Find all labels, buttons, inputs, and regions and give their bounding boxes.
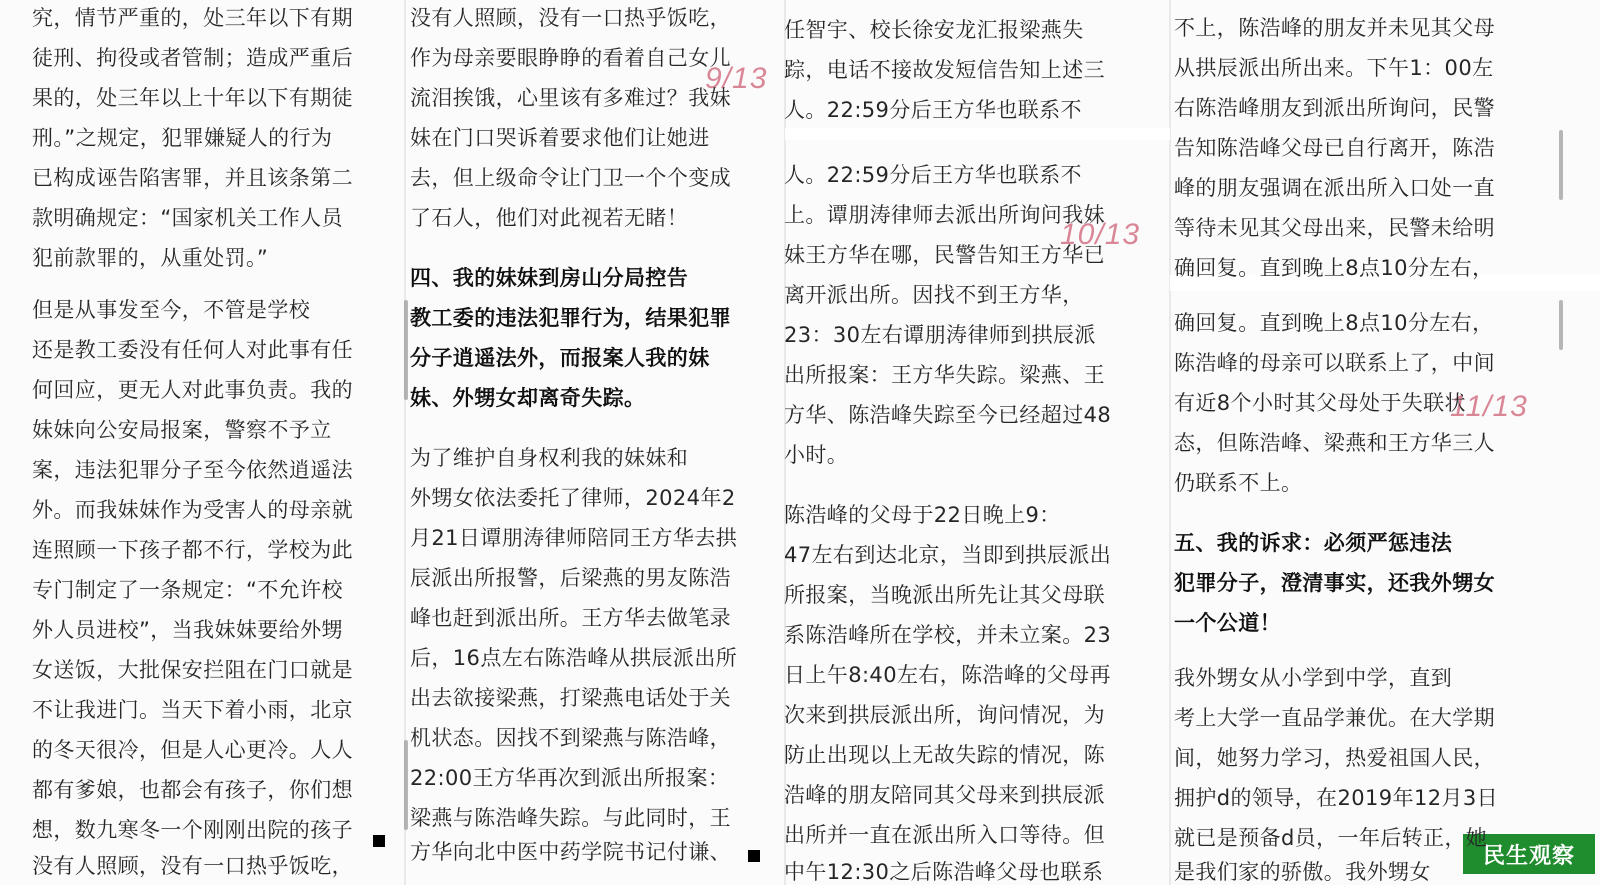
page-watermark: 10/13 xyxy=(1060,218,1141,251)
text-line: 没有人照顾，没有一口热乎饭吃， xyxy=(32,854,353,878)
text-line: 作为母亲要眼睁睁的看着自己女儿 xyxy=(410,46,731,70)
text-line: 妹妹向公安局报案，警察不予立 xyxy=(32,418,332,442)
text-line: 态，但陈浩峰、梁燕和王方华三人 xyxy=(1174,431,1495,455)
text-line: 防止出现以上无故失踪的情况，陈 xyxy=(784,743,1105,767)
text-line: 确回复。直到晚上8点10分左右， xyxy=(1174,256,1494,280)
text-line: 分子逍遥法外，而报案人我的妹 xyxy=(410,346,710,370)
text-line: 考上大学一直品学兼优。在大学期 xyxy=(1174,706,1495,730)
text-line: 离开派出所。因找不到王方华， xyxy=(784,283,1084,307)
text-line: 五、我的诉求：必须严惩违法 xyxy=(1174,531,1453,555)
text-line: 专门制定了一条规定：“不允许校 xyxy=(32,578,343,602)
scrollbar[interactable] xyxy=(1559,300,1563,350)
text-line: 次来到拱辰派出所，询问情况，为 xyxy=(784,703,1105,727)
text-line: 外甥女依法委托了律师，2024年2 xyxy=(410,486,736,510)
text-line: 案，违法犯罪分子至今依然逍遥法 xyxy=(32,458,353,482)
corner-mark xyxy=(748,850,760,862)
text-line: 人。22:59分后王方华也联系不 xyxy=(784,163,1082,187)
text-line: 刑。”之规定，犯罪嫌疑人的行为 xyxy=(32,126,333,150)
text-line: 为了维护自身权利我的妹妹和 xyxy=(410,446,689,470)
text-line: 从拱辰派出所出来。下午1：00左 xyxy=(1174,56,1494,80)
text-line: 辰派出所报警，后梁燕的男友陈浩 xyxy=(410,566,731,590)
text-line: 告知陈浩峰父母已自行离开，陈浩 xyxy=(1174,136,1495,160)
text-line: 拥护d的领导，在2019年12月3日 xyxy=(1174,786,1499,810)
text-line: 出所报案：王方华失踪。梁燕、王 xyxy=(784,363,1105,387)
text-line: 等待未见其父母出来，民警未给明 xyxy=(1174,216,1495,240)
text-line: 都有爹娘，也都会有孩子，你们想 xyxy=(32,778,353,802)
text-line: 浩峰的朋友陪同其父母来到拱辰派 xyxy=(784,783,1105,807)
text-line: 没有人照顾，没有一口热乎饭吃， xyxy=(410,6,731,30)
text-line: 间，她努力学习，热爱祖国人民， xyxy=(1174,746,1495,770)
text-line: 流泪挨饿，心里该有多难过？我妹 xyxy=(410,86,731,110)
text-line: 方华、陈浩峰失踪至今已经超过48 xyxy=(784,403,1112,427)
text-line: 犯罪分子，澄清事实，还我外甥女 xyxy=(1174,571,1495,595)
text-line: 已构成诬告陷害罪，并且该条第二 xyxy=(32,166,353,190)
text-line: 右陈浩峰朋友到派出所询问，民警 xyxy=(1174,96,1495,120)
page-watermark: 11/13 xyxy=(1450,390,1528,423)
text-line: 任智宇、校长徐安龙汇报梁燕失 xyxy=(784,18,1084,42)
text-line: 连照顾一下孩子都不行，学校为此 xyxy=(32,538,353,562)
text-line: 就已是预备d员，一年后转正，她 xyxy=(1174,826,1488,850)
text-line: 梁燕与陈浩峰失踪。与此同时，王 xyxy=(410,806,731,830)
text-line: 中午12:30之后陈浩峰父母也联系 xyxy=(784,860,1104,884)
text-line: 方华向北中医中药学院书记付谦、 xyxy=(410,840,731,864)
text-line: 款明确规定：“国家机关工作人员 xyxy=(32,206,343,230)
text-line: 陈浩峰的父母于22日晚上9： xyxy=(784,503,1061,527)
text-line: 峰的朋友强调在派出所入口处一直 xyxy=(1174,176,1495,200)
scrollbar[interactable] xyxy=(404,740,408,830)
text-line: 但是从事发至今，不管是学校 xyxy=(32,298,311,322)
text-line: 妹在门口哭诉着要求他们让她进 xyxy=(410,126,710,150)
text-line: 还是教工委没有任何人对此事有任 xyxy=(32,338,353,362)
scrollbar[interactable] xyxy=(404,300,408,400)
text-line: 机状态。因找不到梁燕与陈浩峰， xyxy=(410,726,731,750)
text-line: 日上午8:40左右，陈浩峰的父母再 xyxy=(784,663,1111,687)
text-line: 月21日谭朋涛律师陪同王方华去拱 xyxy=(410,526,738,550)
text-line: 去，但上级命令让门卫一个个变成 xyxy=(410,166,731,190)
text-line: 犯前款罪的，从重处罚。” xyxy=(32,246,269,270)
text-line: 47左右到达北京，当即到拱辰派出 xyxy=(784,543,1112,567)
text-line: 我外甥女从小学到中学，直到 xyxy=(1174,666,1453,690)
text-line: 踪，电话不接故发短信告知上述三 xyxy=(784,58,1105,82)
text-line: 人。22:59分后王方华也联系不 xyxy=(784,98,1082,122)
text-line: 出所并一直在派出所入口等待。但 xyxy=(784,823,1105,847)
text-line: 了石人，他们对此视若无睹！ xyxy=(410,206,689,230)
text-line: 23：30左右谭朋涛律师到拱辰派 xyxy=(784,323,1096,347)
text-line: 后，16点左右陈浩峰从拱辰派出所 xyxy=(410,646,738,670)
text-line: 22:00王方华再次到派出所报案： xyxy=(410,766,730,790)
text-line: 上。谭朋涛律师去派出所询问我妹 xyxy=(784,203,1105,227)
text-line: 小时。 xyxy=(784,443,849,467)
text-line: 想，数九寒冬一个刚刚出院的孩子 xyxy=(32,818,353,842)
site-logo: 民生观察 xyxy=(1463,834,1595,874)
scrollbar[interactable] xyxy=(1559,130,1563,200)
text-line: 所报案，当晚派出所先让其父母联 xyxy=(784,583,1105,607)
corner-mark xyxy=(373,835,385,847)
text-line: 何回应，更无人对此事负责。我的 xyxy=(32,378,353,402)
segment-break xyxy=(785,128,1170,140)
text-line: 的冬天很冷，但是人心更冷。人人 xyxy=(32,738,353,762)
page-watermark: 9/13 xyxy=(705,62,768,95)
text-line: 一个公道！ xyxy=(1174,611,1281,635)
text-line: 陈浩峰的母亲可以联系上了，中间 xyxy=(1174,351,1495,375)
text-line: 确回复。直到晚上8点10分左右， xyxy=(1174,311,1494,335)
text-line: 究，情节严重的，处三年以下有期 xyxy=(32,6,353,30)
text-line: 不上，陈浩峰的朋友并未见其父母 xyxy=(1174,16,1495,40)
text-line: 不让我进门。当天下着小雨，北京 xyxy=(32,698,353,722)
text-line: 四、我的妹妹到房山分局控告 xyxy=(410,266,689,290)
text-line: 出去欲接梁燕，打梁燕电话处于关 xyxy=(410,686,731,710)
text-line: 教工委的违法犯罪行为，结果犯罪 xyxy=(410,306,731,330)
text-line: 有近8个小时其父母处于失联状 xyxy=(1174,391,1466,415)
text-line: 妹、外甥女却离奇失踪。 xyxy=(410,386,646,410)
text-line: 外人员进校”，当我妹妹要给外甥 xyxy=(32,618,343,642)
text-line: 仍联系不上。 xyxy=(1174,471,1303,495)
text-line: 外。而我妹妹作为受害人的母亲就 xyxy=(32,498,353,522)
text-line: 徒刑、拘役或者管制；造成严重后 xyxy=(32,46,353,70)
text-line: 果的，处三年以上十年以下有期徒 xyxy=(32,86,353,110)
text-line: 峰也赶到派出所。王方华去做笔录 xyxy=(410,606,731,630)
text-line: 系陈浩峰所在学校，并未立案。23 xyxy=(784,623,1112,647)
text-line: 是我们家的骄傲。我外甥女 xyxy=(1174,860,1431,884)
text-line: 妹王方华在哪，民警告知王方华已 xyxy=(784,243,1105,267)
text-line: 女送饭，大批保安拦阻在门口就是 xyxy=(32,658,353,682)
